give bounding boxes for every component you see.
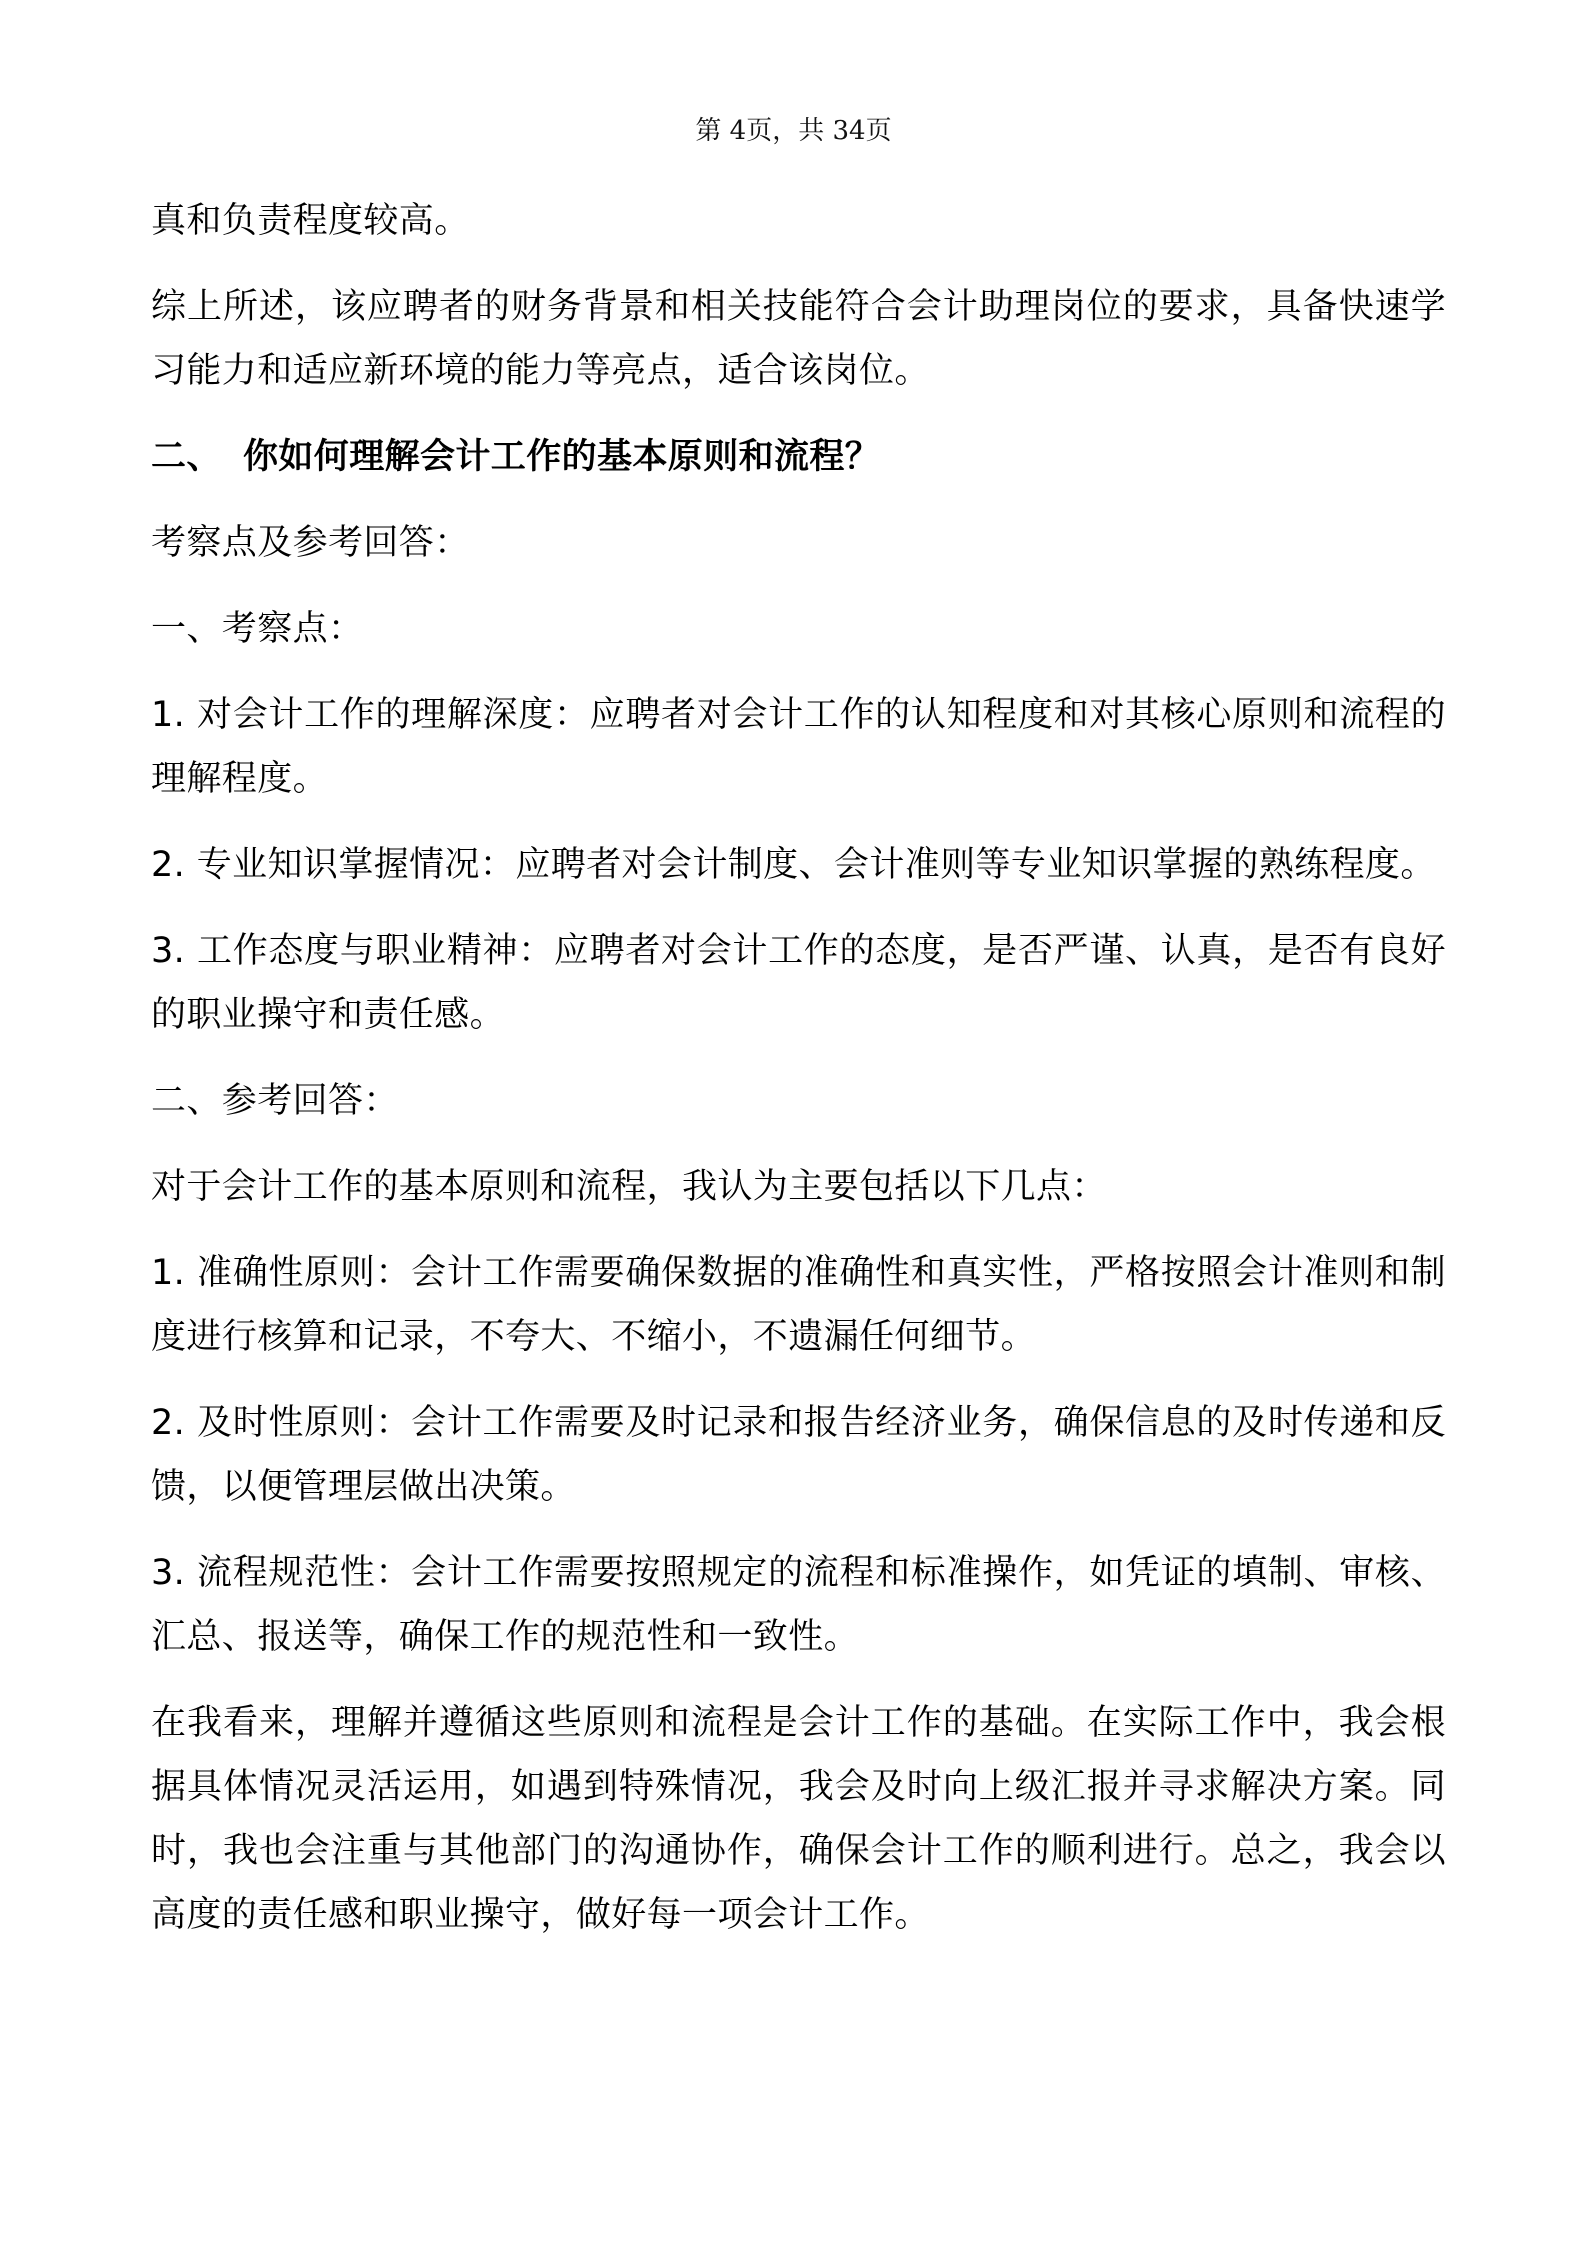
document-body bbox=[151, 189, 1446, 1947]
section-heading-answer: 二、参考回答： bbox=[151, 1081, 399, 1121]
list-item: 3. 流程规范性：会计工作需要按照规定的流程和标准操作，如凭证的填制、审核、汇总、报送等，确保工作的规范性和一致性。 bbox=[151, 1553, 1446, 1657]
list-item: 1. 对会计工作的理解深度：应聘者对会计工作的认知程度和对其核心原则和流程的理解程度。 bbox=[151, 695, 1446, 799]
question-title: 你如何理解会计工作的基本原则和流程？ bbox=[243, 437, 881, 477]
question-number: 二、 bbox=[151, 437, 222, 477]
list-item: 2. 及时性原则：会计工作需要及时记录和报告经济业务，确保信息的及时传递和反馈，以便管理层做出决策。 bbox=[151, 1403, 1446, 1507]
list-item: 1. 准确性原则：会计工作需要确保数据的准确性和真实性，严格按照会计准则和制度进行核算和记录，不夸大、不缩小，不遗漏任何细节。 bbox=[151, 1253, 1446, 1357]
page-number-header: 第 4页，共 34页 bbox=[695, 116, 892, 146]
section-heading-points: 一、考察点： bbox=[151, 609, 364, 649]
list-item: 2. 专业知识掌握情况：应聘者对会计制度、会计准则等专业知识掌握的熟练程度。 bbox=[151, 845, 1436, 885]
paragraph-intro: 考察点及参考回答： bbox=[151, 523, 470, 563]
paragraph-summary: 综上所述，该应聘者的财务背景和相关技能符合会计助理岗位的要求，具备快速学习能力和适应新环境的能力等亮点，适合该岗位。 bbox=[151, 287, 1446, 391]
paragraph-answer-intro: 对于会计工作的基本原则和流程，我认为主要包括以下几点： bbox=[151, 1167, 1107, 1207]
paragraph-conclusion: 在我看来，理解并遵循这些原则和流程是会计工作的基础。在实际工作中，我会根据具体情况灵活运用，如遇到特殊情况，我会及时向上级汇报并寻求解决方案。同时，我也会注重与其他部门的沟通协作，确保会计工作的顺利进行。总之，我会以高度的责任感和职业操守，做好每一项会计工作。 bbox=[151, 1703, 1446, 1935]
list-item: 3. 工作态度与职业精神：应聘者对会计工作的态度，是否严谨、认真，是否有良好的职业操守和责任感。 bbox=[151, 931, 1446, 1035]
question-heading bbox=[151, 425, 1446, 489]
paragraph-continuation: 真和负责程度较高。 bbox=[151, 201, 470, 241]
